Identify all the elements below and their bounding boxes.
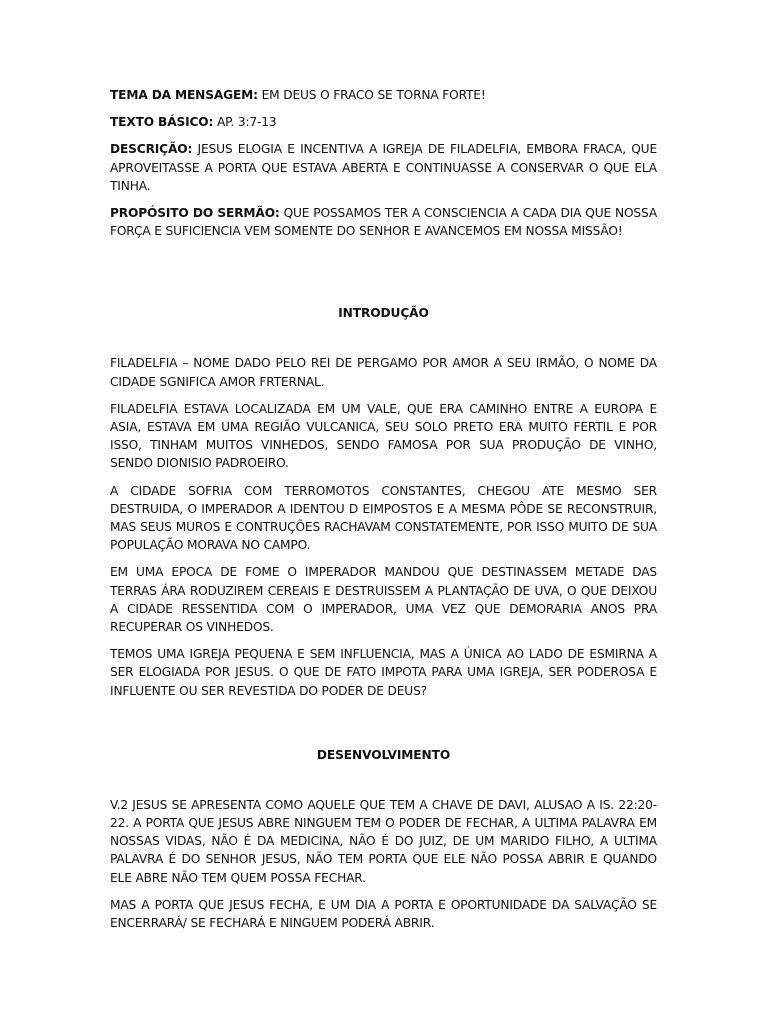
desenvolvimento-paragraph-1: V.2 JESUS SE APRESENTA COMO AQUELE QUE TEM A CHAVE DE DAVI, ALUSAO A IS. 22:20-22. A PORTA QUE JESUS ABRE NINGUEM TEM O PODER DE FECHAR, A ULTIMA PALAVRA EM NOSSAS VIDAS, NÃO É DA MEDICINA, NÃO É DO JUIZ, DE UM MARIDO FILHO, A ULTIMA PALAVRA É DO SENHOR JESUS, NÃO TEM PORTA QUE ELE NÃO POSSA ABRIR E QUANDO ELE ABRE NÃO TEM QUEM POSSA FECHAR. [110, 797, 657, 885]
introducao-heading: INTRODUÇÃO [338, 306, 429, 321]
proposito-value: QUE POSSAMOS TER A CONSCIENCIA A CADA DIA QUE NOSSA FORÇA E SUFICIENCIA VEM SOMENTE DO SENHOR E AVANCEMOS EM NOSSA MISSÃO! [110, 206, 658, 239]
descricao-paragraph [110, 140, 657, 195]
texto-basico-paragraph [110, 113, 657, 131]
texto-basico-value: AP. 3:7-13 [213, 115, 277, 130]
introducao-paragraph-4: EM UMA EPOCA DE FOME O IMPERADOR MANDOU QUE DESTINASSEM METADE DAS TERRAS ÁRA RODUZIREM CEREAIS E DESTRUISSEM A PLANTAÇÃO DE UVA, O QUE DEIXOU A CIDADE RESSENTIDA COM O IMPERADOR, UMA VEZ QUE DEMORARIA ANOS PRA RECUPERAR OS VINHEDOS. [110, 565, 657, 635]
introducao-paragraph-1: FILADELFIA – NOME DADO PELO REI DE PERGAMO POR AMOR A SEU IRMÃO, O NOME DA CIDADE SGNIFICA AMOR FRTERNAL. [110, 356, 657, 389]
descricao-label: DESCRIÇÃO: [110, 142, 193, 157]
document-page [110, 86, 657, 941]
desenvolvimento-heading: DESENVOLVIMENTO [316, 747, 451, 762]
tema-paragraph [110, 86, 657, 104]
descricao-value: JESUS ELOGIA E INCENTIVA A IGREJA DE FILADELFIA, EMBORA FRACA, QUE APROVEITASSE A PORTA QUE ESTAVA ABERTA E CONTINUASSE A CONSERVAR O QUE ELA TINHA. [110, 142, 657, 193]
introducao-paragraph-3: A CIDADE SOFRIA COM TERROMOTOS CONSTANTES, CHEGOU ATE MESMO SER DESTRUIDA, O IMPERADOR A IDENTOU D EIMPOSTOS E A MESMA PÔDE SE RECONSTRUIR, MAS SEUS MUROS E CONTRUÇÕES RACHAVAM CONSTATEMENTE, POR ISSO MUITO DE SUA POPULAÇÃO MORAVA NO CAMPO. [110, 483, 657, 553]
introducao-paragraph-5: TEMOS UMA IGREJA PEQUENA E SEM INFLUENCIA, MAS A ÚNICA AO LADO DE ESMIRNA A SER ELOGIADA POR JESUS. O QUE DE FATO IMPOTA PARA UMA IGREJA, SER PODEROSA E INFLUENTE OU SER REVESTIDA DO PODER DE DEUS? [110, 647, 657, 698]
proposito-paragraph [110, 204, 657, 240]
proposito-label: PROPÓSITO DO SERMÃO: [110, 206, 280, 221]
tema-label: TEMA DA MENSAGEM: [110, 88, 258, 102]
tema-value: EM DEUS O FRACO SE TORNA FORTE! [257, 88, 486, 102]
texto-basico-label: TEXTO BÁSICO: [110, 115, 214, 130]
desenvolvimento-paragraph-2: MAS A PORTA QUE JESUS FECHA, E UM DIA A PORTA E OPORTUNIDADE DA SALVAÇÃO SE ENCERRARÁ/ SE FECHARÁ E NINGUEM PODERÁ ABRIR. [110, 897, 657, 931]
introducao-paragraph-2: FILADELFIA ESTAVA LOCALIZADA EM UM VALE, QUE ERA CAMINHO ENTRE A EUROPA E ASIA, ESTAVA EM UMA REGIÃO VULCANICA, SEU SOLO PRETO ERA MUITO FERTIL E POR ISSO, TINHAM MUITOS VINHEDOS, SENDO FAMOSA POR SUA PRODUÇÃO DE VINHO, SENDO DIONISIO PADROEIRO. [110, 401, 657, 471]
